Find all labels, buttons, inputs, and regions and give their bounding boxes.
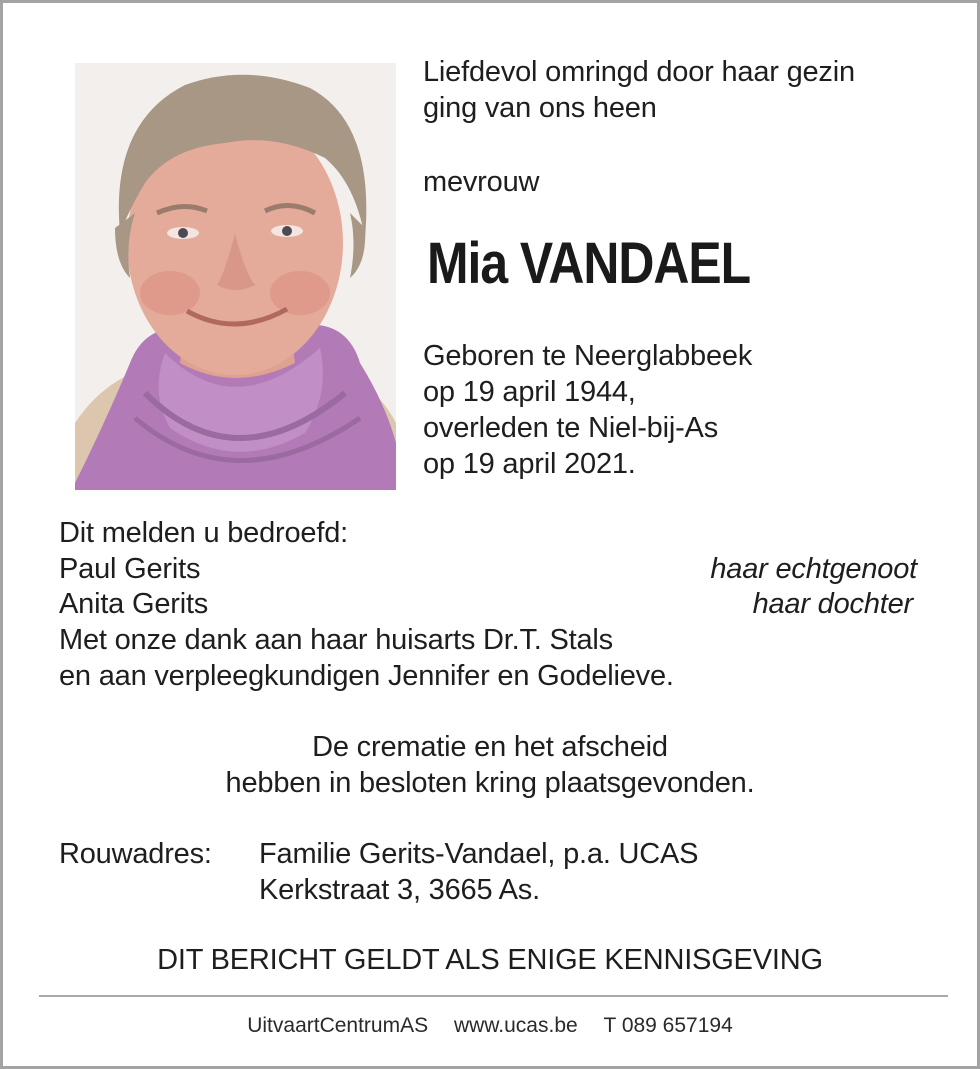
address-label: Rouwadres: bbox=[59, 838, 212, 870]
announcer-relation: haar echtgenoot bbox=[710, 553, 917, 585]
footer-website[interactable]: www.ucas.be bbox=[453, 1014, 578, 1037]
announcer-relation: haar dochter bbox=[752, 588, 913, 620]
ceremony-line-2: hebben in besloten kring plaatsgevonden. bbox=[225, 767, 755, 799]
footer bbox=[3, 1013, 977, 1039]
footer-phone: T 089 657194 bbox=[603, 1014, 733, 1037]
announcer-name: Paul Gerits bbox=[59, 553, 201, 585]
honorific: mevrouw bbox=[423, 166, 540, 198]
birth-date: op 19 april 1944, bbox=[423, 376, 636, 408]
intro-line-1: Liefdevol omringd door haar gezin bbox=[423, 56, 855, 88]
notice-line: DIT BERICHT GELDT ALS ENIGE KENNISGEVING bbox=[157, 944, 823, 976]
footer-divider bbox=[39, 995, 948, 997]
announcer-name: Anita Gerits bbox=[59, 588, 209, 620]
thanks-line-1: Met onze dank aan haar huisarts Dr.T. Stals bbox=[59, 624, 613, 656]
ceremony-line-1: De crematie en het afscheid bbox=[312, 731, 668, 763]
address-line-1: Familie Gerits-Vandael, p.a. UCAS bbox=[259, 838, 699, 870]
intro-line-2: ging van ons heen bbox=[423, 92, 657, 124]
announcers-heading: Dit melden u bedroefd: bbox=[59, 517, 348, 549]
birth-place: Geboren te Neerglabbeek bbox=[423, 340, 753, 372]
death-place: overleden te Niel-bij-As bbox=[423, 412, 718, 444]
portrait-illustration bbox=[75, 63, 396, 490]
portrait-photo bbox=[75, 63, 396, 490]
thanks-line-2: en aan verpleegkundigen Jennifer en Godelieve. bbox=[59, 660, 674, 692]
footer-company: UitvaartCentrumAS bbox=[247, 1014, 429, 1037]
address-line-2: Kerkstraat 3, 3665 As. bbox=[259, 874, 540, 906]
deceased-name: Mia VANDAEL bbox=[427, 231, 751, 296]
death-date: op 19 april 2021. bbox=[423, 448, 636, 480]
